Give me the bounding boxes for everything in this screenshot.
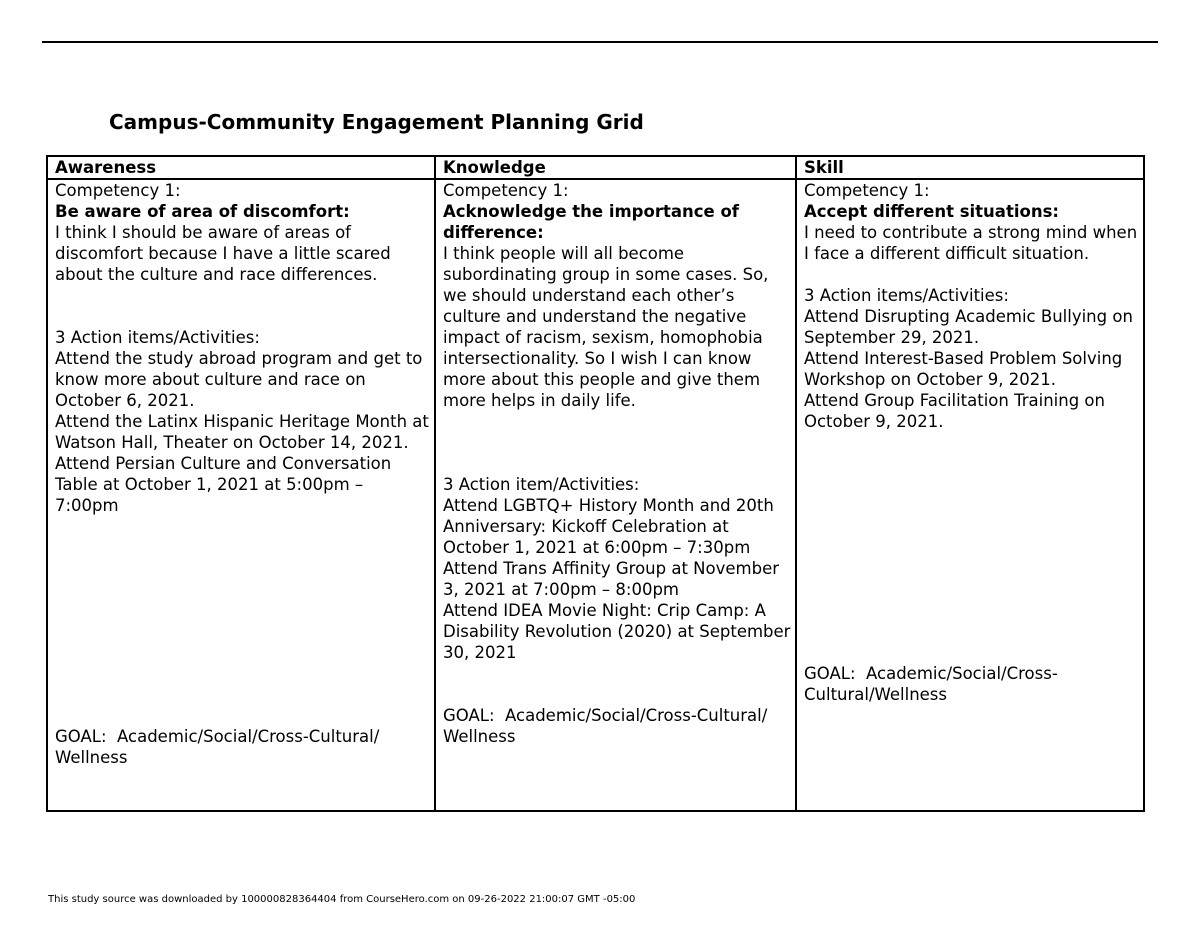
- awareness-actions-label: 3 Action items/Activities:: [55, 328, 260, 347]
- spacer: [804, 432, 1139, 663]
- awareness-action-2: Attend the Latinx Hispanic Heritage Month at Watson Hall, Theater on October 14, 2021.: [55, 412, 435, 452]
- planning-grid: [46, 155, 1145, 812]
- knowledge-action-2: Attend Trans Affinity Group at November 3, 2021 at 7:00pm – 8:00pm: [443, 559, 785, 599]
- spacer: [804, 264, 1139, 285]
- skill-goal: GOAL: Academic/Social/Cross-Cultural/Wellness: [804, 664, 1058, 704]
- header-knowledge: Knowledge: [435, 156, 796, 179]
- knowledge-action-1: Attend LGBTQ+ History Month and 20th Anniversary: Kickoff Celebration at October 1, 2021 at 6:00pm – 7:30pm: [443, 496, 780, 557]
- skill-cell: [796, 179, 1144, 811]
- skill-description: I need to contribute a strong mind when I face a different difficult situation.: [804, 223, 1143, 263]
- header-awareness: Awareness: [47, 156, 435, 179]
- awareness-action-1: Attend the study abroad program and get to know more about culture and race on October 6, 2021.: [55, 349, 428, 410]
- awareness-cell: [47, 179, 435, 811]
- spacer: [55, 516, 430, 726]
- awareness-goal: GOAL: Academic/Social/Cross-Cultural/ Wellness: [55, 727, 385, 767]
- skill-competency-label: Competency 1:: [804, 181, 930, 200]
- download-footer: This study source was downloaded by 100000828364404 from CourseHero.com on 09-26-2022 21:00:07 GMT -05:00: [48, 894, 636, 905]
- header-rule: [42, 41, 1158, 43]
- spacer: [443, 663, 791, 705]
- knowledge-description: I think people will all become subordinating group in some cases. So, we should understand each other’s culture and understand the negative impact of racism, sexism, homophobia intersectionality. So I wish I can know more about this people and give them more helps in daily life.: [443, 244, 774, 410]
- knowledge-goal: GOAL: Academic/Social/Cross-Cultural/ Wellness: [443, 706, 773, 746]
- spacer: [55, 285, 430, 327]
- skill-actions-label: 3 Action items/Activities:: [804, 286, 1009, 305]
- awareness-description: I think I should be aware of areas of discomfort because I have a little scared about the culture and race differences.: [55, 223, 396, 284]
- knowledge-competency-title: Acknowledge the importance of difference:: [443, 202, 745, 242]
- knowledge-cell: [435, 179, 796, 811]
- knowledge-actions-label: 3 Action item/Activities:: [443, 475, 640, 494]
- spacer: [443, 411, 791, 474]
- awareness-competency-label: Competency 1:: [55, 181, 181, 200]
- awareness-competency-title: Be aware of area of discomfort:: [55, 202, 350, 221]
- awareness-action-3: Attend Persian Culture and Conversation Table at October 1, 2021 at 5:00pm – 7:00pm: [55, 454, 397, 515]
- skill-action-2: Attend Interest-Based Problem Solving Workshop on October 9, 2021.: [804, 349, 1128, 389]
- skill-action-1: Attend Disrupting Academic Bullying on September 29, 2021.: [804, 307, 1139, 347]
- skill-competency-title: Accept different situations:: [804, 202, 1059, 221]
- skill-action-3: Attend Group Facilitation Training on October 9, 2021.: [804, 391, 1111, 431]
- grid-content-row: [47, 179, 1144, 811]
- document-title: Campus-Community Engagement Planning Grid: [109, 110, 644, 134]
- knowledge-action-3: Attend IDEA Movie Night: Crip Camp: A Disability Revolution (2020) at September 30, 2021: [443, 601, 796, 662]
- grid-header-row: [47, 156, 1144, 179]
- knowledge-competency-label: Competency 1:: [443, 181, 569, 200]
- header-skill: Skill: [796, 156, 1144, 179]
